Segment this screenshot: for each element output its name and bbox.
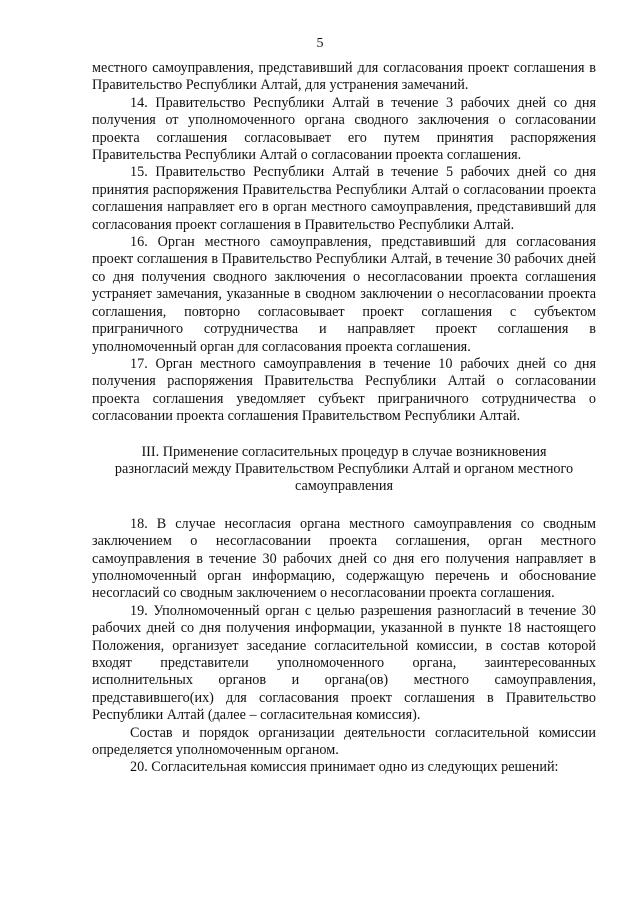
document-body xyxy=(92,60,596,777)
paragraph-17: 17. Орган местного самоуправления в течение 10 рабочих дней со дня получения распоряжения Правительства Республики Алтай о согласовании проекта соглашения уведомляет субъект приграничного сотрудничества о согласовании проекта соглашения Правительством Республики Алтай. xyxy=(92,355,596,425)
paragraph-15: 15. Правительство Республики Алтай в течение 5 рабочих дней со дня принятия распоряжения Правительства Республики Алтай о согласовании проекта соглашения направляет его в орган местного самоуправления, представивший для согласования проект соглашения в Правительство Республики Алтай. xyxy=(92,164,596,233)
paragraph-14: 14. Правительство Республики Алтай в течение 3 рабочих дней со дня получения от уполномоченного органа сводного заключения о согласовании проекта соглашения согласовывает его путем принятия распоряжения Правительства Республики Алтай о согласовании проекта соглашения. xyxy=(92,94,596,164)
paragraph-20: 20. Согласительная комиссия принимает одно из следующих решений: xyxy=(130,759,559,776)
paragraph-continuation: местного самоуправления, представивший для согласования проект соглашения в Правительство Республики Алтай, для устранения замечаний. xyxy=(92,60,596,94)
paragraph-16: 16. Орган местного самоуправления, представивший для согласования проект соглашения в Правительство Республики Алтай, в течение 30 рабочих дней со дня получения сводного заключения о несогласовании проекта соглашения устраняет замечания, указанные в сводном заключении о несогласовании проекта соглашения, повторно согласовывает проект соглашения с субъектом приграничного сотрудничества и направляет проект соглашения в уполномоченный орган для согласования проекта соглашения. xyxy=(92,234,596,355)
page-number: 5 xyxy=(316,36,324,51)
paragraph-18: 18. В случае несогласия органа местного самоуправления со сводным заключением о несогласовании проекта соглашения, орган местного самоуправления в течение 30 рабочих дней со дня его получения направляет в уполномоченный орган информацию, содержащую перечень и обоснование несогласий со сводным заключением о несогласовании проекта соглашения. xyxy=(92,515,596,602)
section-heading: III. Применение согласительных процедур в случае возникновения разногласий между Правительством Республики Алтай и органом местного самоуправления xyxy=(114,443,574,495)
paragraph-commission-composition: Состав и порядок организации деятельности согласительной комиссии определяется уполномоченным органом. xyxy=(92,724,596,759)
paragraph-19: 19. Уполномоченный орган с целью разрешения разногласий в течение 30 рабочих дней со дня получения информации, указанной в пункте 18 настоящего Положения, организует заседание согласительной комиссии, в состав которой входят представители уполномоченного органа, заинтересованных исполнительных органов и органа(ов) местного самоуправления, представившего(их) для согласования проект соглашения в Правительство Республики Алтай (далее – согласительная комиссия). xyxy=(92,602,596,724)
